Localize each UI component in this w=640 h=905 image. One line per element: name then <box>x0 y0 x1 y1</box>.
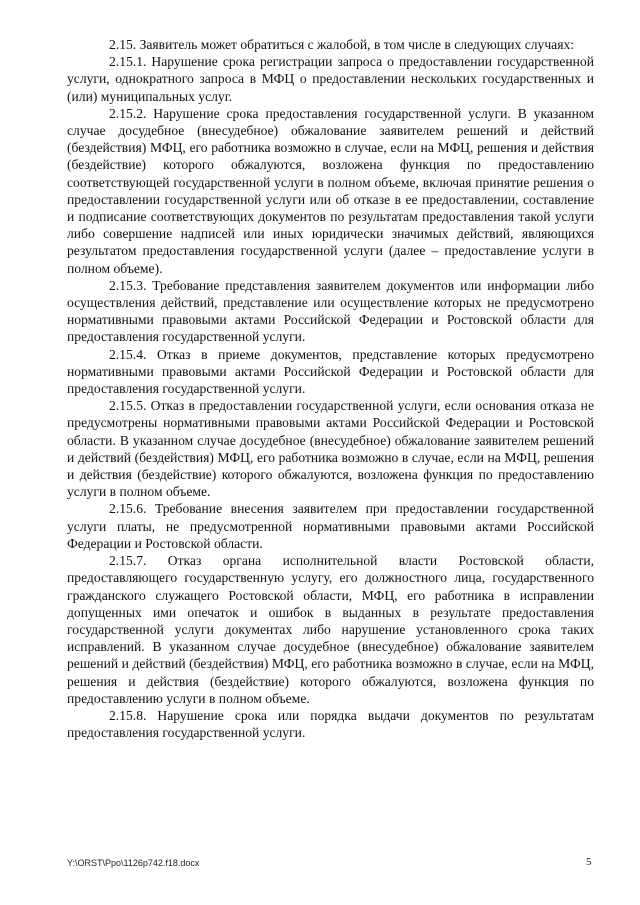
footer-file-path: Y:\ORST\Ppo\1126p742.f18.docx <box>67 858 200 868</box>
paragraph-2-15-8: 2.15.8. Нарушение срока или порядка выдачи документов по результатам предоставления государственной услуги. <box>67 707 594 741</box>
paragraph-2-15-5: 2.15.5. Отказ в предоставлении государственной услуги, если основания отказа не предусмотрены нормативными правовыми актами Российской Федерации и Ростовской области. В указанном случае досудебное (внесудебное) обжалование заявителем решений и действий (бездействия) МФЦ, его работника возможно в случае, если на МФЦ, решения и действия (бездействие) которого обжалуются, возложена функция по предоставлению услуги в полном объеме. <box>67 398 594 500</box>
page-number: 5 <box>586 856 592 868</box>
paragraph-2-15-4: 2.15.4. Отказ в приеме документов, представление которых предусмотрено нормативными правовыми актами Российской Федерации и Ростовской области для предоставления государственной услуги. <box>67 346 594 397</box>
paragraph-2-15-2: 2.15.2. Нарушение срока предоставления государственной услуги. В указанном случае досудебное (внесудебное) обжалование заявителем решений и действий (бездействия) МФЦ, его работника возможно в случае, если на МФЦ, решения и действия (бездействие) которого обжалуются, возложена функция по предоставлению соответствующей государственной услуги в полном объеме, включая принятие решения о предоставлении государственной услуги или об отказе в ее предоставлении, составление и подписание соответствующих документов по результатам предоставления такой услуги либо совершение надписей или иных юридически значимых действий, являющихся результатом предоставления государственной услуги (далее – предоставление услуги в полном объеме). <box>67 105 594 276</box>
paragraph-2-15-7: 2.15.7. Отказ органа исполнительной власти Ростовской области, предоставляющего государственную услугу, его должностного лица, государственного гражданского служащего Ростовской области, МФЦ, его работника в исправлении допущенных ими опечаток и ошибок в выданных в результате предоставления государственной услуги документах либо нарушение установленного срока таких исправлений. В указанном случае досудебное (внесудебное) обжалование заявителем решений и действий (бездействия) МФЦ, его работника возможно в случае, если на МФЦ, решения и действия (бездействие) которого обжалуются, возложена функция по предоставлению услуги в полном объеме. <box>67 553 594 706</box>
paragraph-2-15-3: 2.15.3. Требование представления заявителем документов или информации либо осуществления действий, представление или осуществление которых не предусмотрено нормативными правовыми актами Российской Федерации и Ростовской области для предоставления государственной услуги. <box>67 277 594 345</box>
paragraph-2-15: 2.15. Заявитель может обратиться с жалобой, в том числе в следующих случаях: <box>109 37 575 52</box>
paragraph-2-15-6: 2.15.6. Требование внесения заявителем при предоставлении государственной услуги платы, не предусмотренной нормативными правовыми актами Российской Федерации и Ростовской области. <box>67 501 594 551</box>
paragraph-2-15-1: 2.15.1. Нарушение срока регистрации запроса о предоставлении государственной услуги, однократного запроса в МФЦ о предоставлении нескольких государственных и (или) муниципальных услуг. <box>67 54 594 104</box>
document-body <box>67 36 594 741</box>
